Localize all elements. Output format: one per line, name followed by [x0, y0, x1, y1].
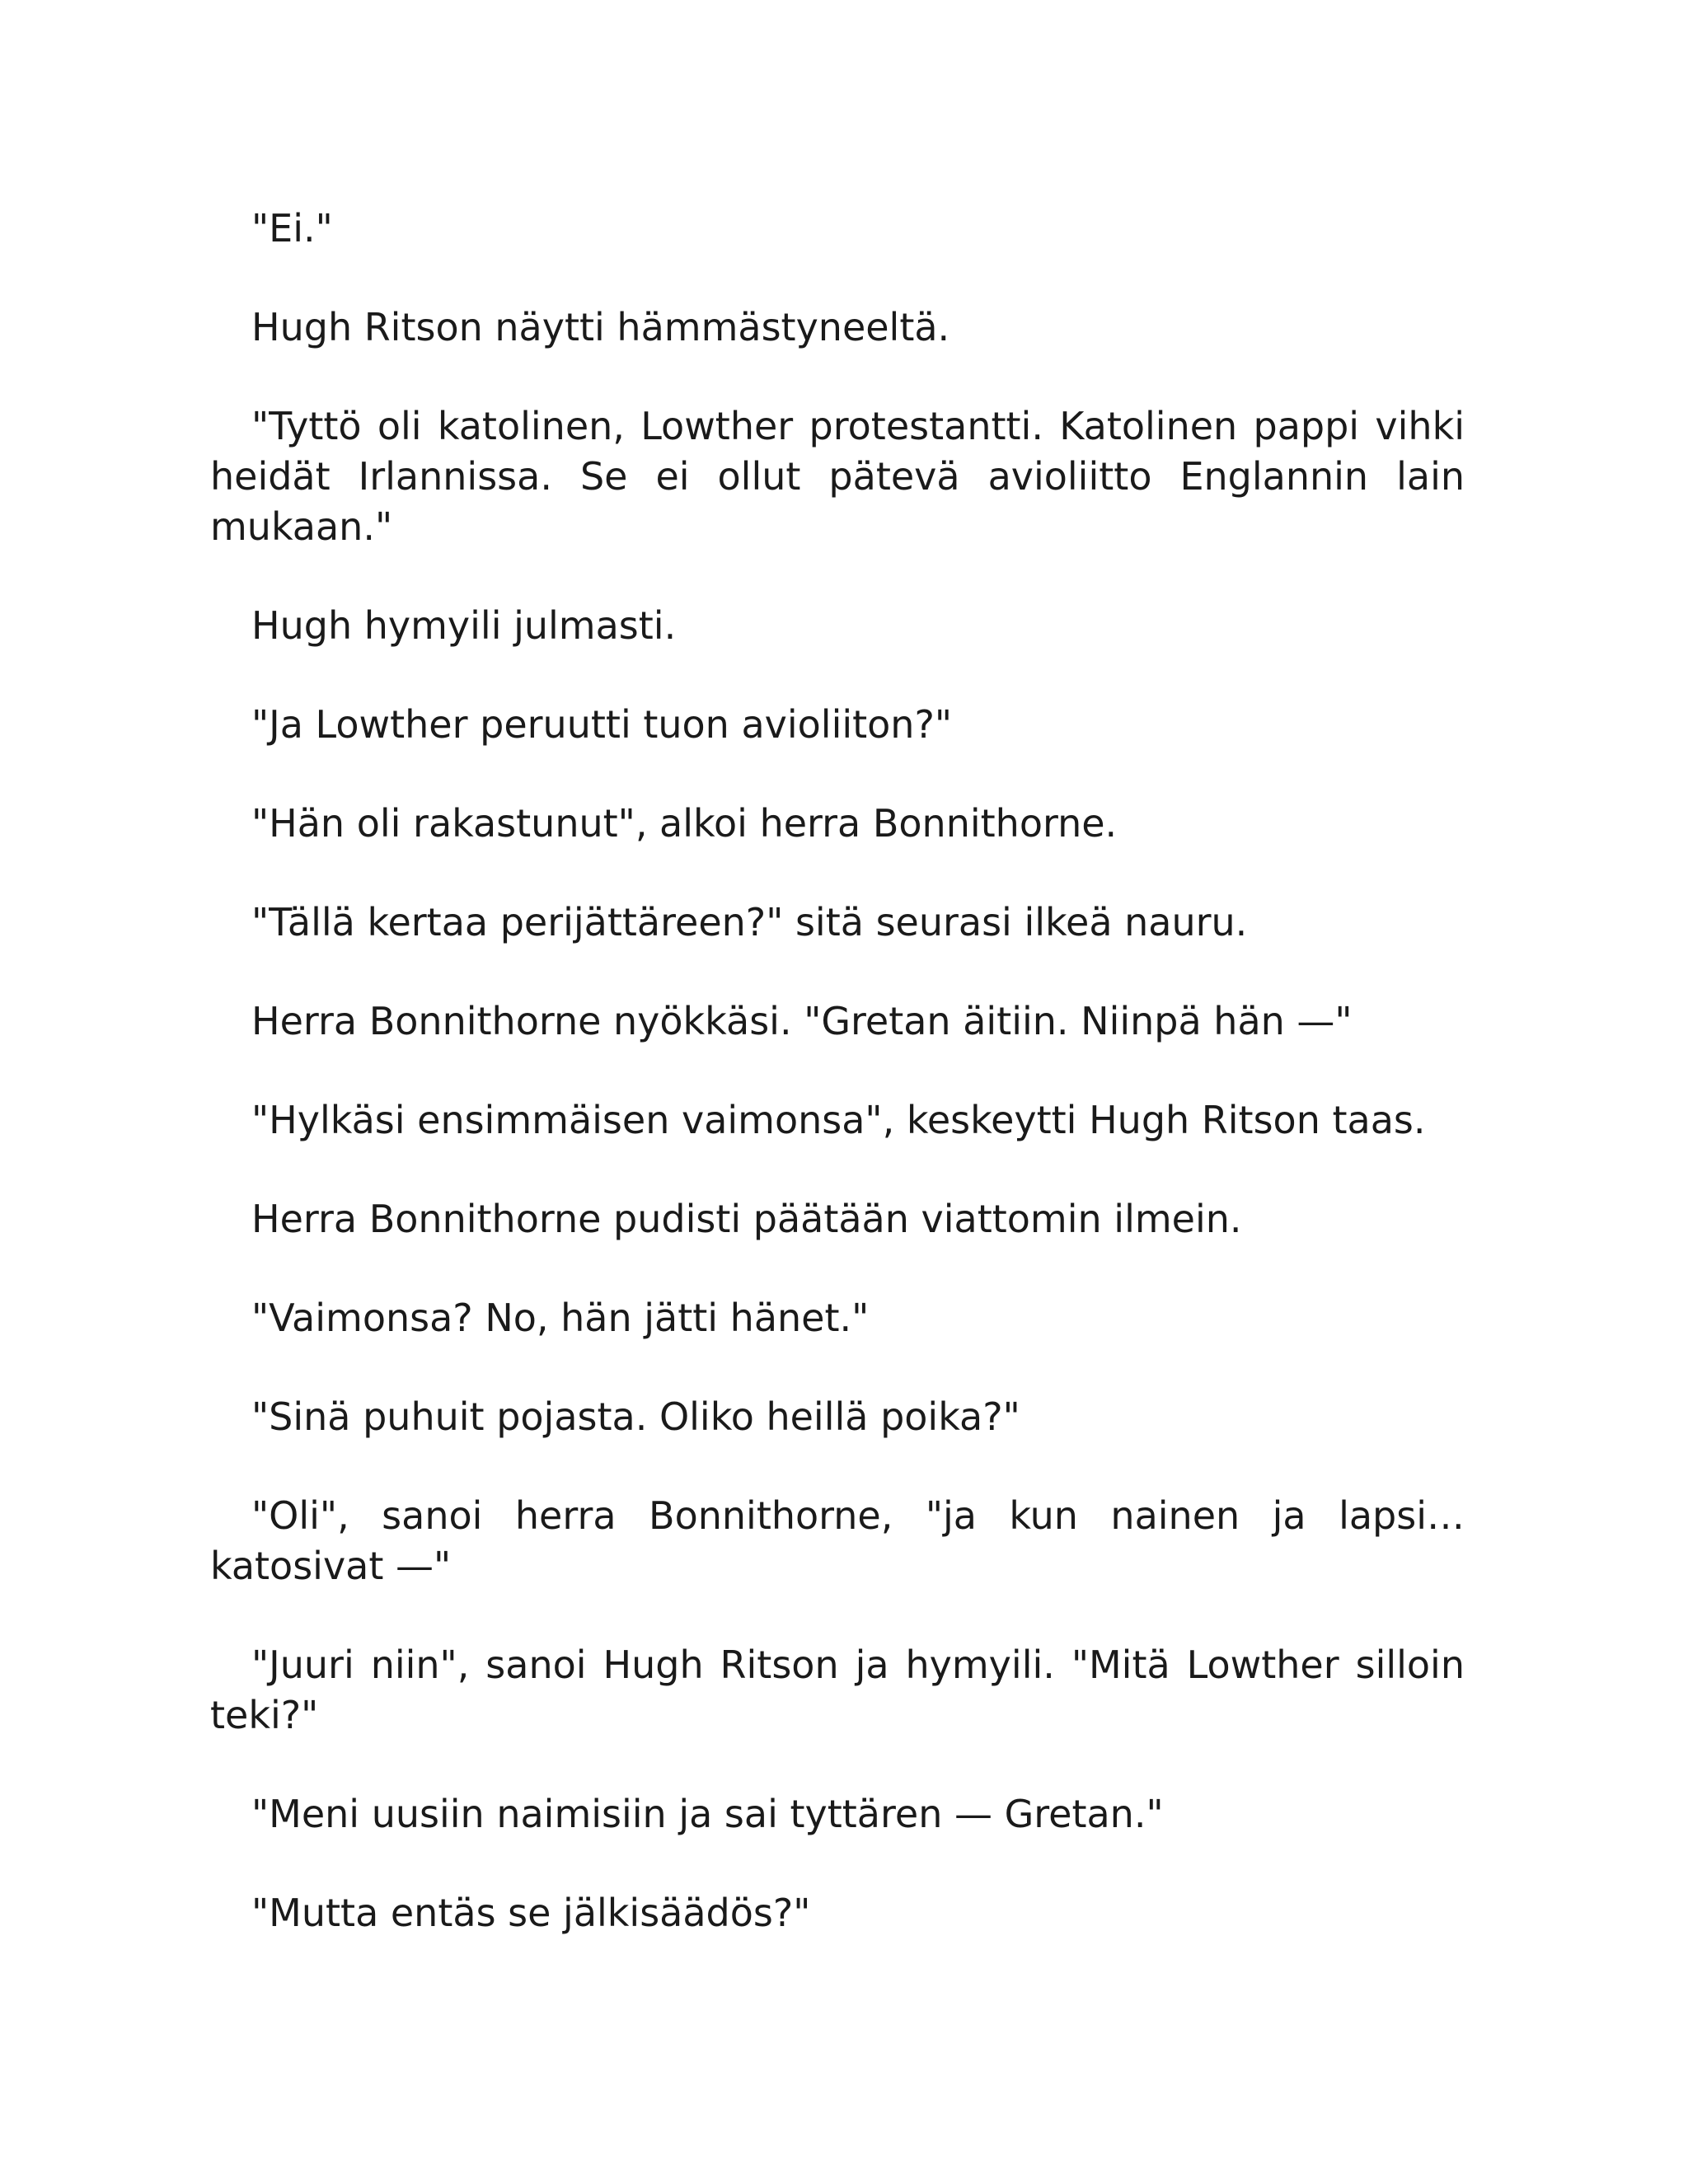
body-text	[210, 204, 1465, 1987]
paragraph-7: "Tällä kertaa perijättäreen?" sitä seurasi ilkeä nauru.	[251, 900, 1248, 944]
paragraph-12: "Sinä puhuit pojasta. Oliko heillä poika?"	[251, 1394, 1020, 1439]
paragraph-14: "Juuri niin", sanoi Hugh Ritson ja hymyili. "Mitä Lowther silloin teki?"	[210, 1643, 1465, 1737]
paragraph-5: "Ja Lowther peruutti tuon avioliiton?"	[251, 702, 953, 747]
paragraph-11: "Vaimonsa? No, hän jätti hänet."	[251, 1296, 870, 1340]
paragraph-1: "Ei."	[251, 206, 333, 251]
paragraph-6: "Hän oli rakastunut", alkoi herra Bonnithorne.	[251, 801, 1118, 846]
paragraph-13: "Oli", sanoi herra Bonnithorne, "ja kun nainen ja lapsi… katosivat —"	[210, 1493, 1465, 1588]
paragraph-10: Herra Bonnithorne pudisti päätään viattomin ilmein.	[251, 1197, 1242, 1241]
paragraph-9: "Hylkäsi ensimmäisen vaimonsa", keskeytti Hugh Ritson taas.	[251, 1098, 1426, 1142]
paragraph-4: Hugh hymyili julmasti.	[251, 603, 677, 648]
paragraph-16: "Mutta entäs se jälkisäädös?"	[251, 1891, 811, 1935]
paragraph-3: "Tyttö oli katolinen, Lowther protestantti. Katolinen pappi vihki heidät Irlannissa. Se ei ollut pätevä avioliitto Englannin lain mukaan."	[210, 404, 1465, 549]
paragraph-8: Herra Bonnithorne nyökkäsi. "Gretan äitiin. Niinpä hän —"	[251, 999, 1353, 1043]
paragraph-2: Hugh Ritson näytti hämmästyneeltä.	[251, 305, 950, 349]
paragraph-15: "Meni uusiin naimisiin ja sai tyttären — Gretan."	[251, 1792, 1164, 1836]
